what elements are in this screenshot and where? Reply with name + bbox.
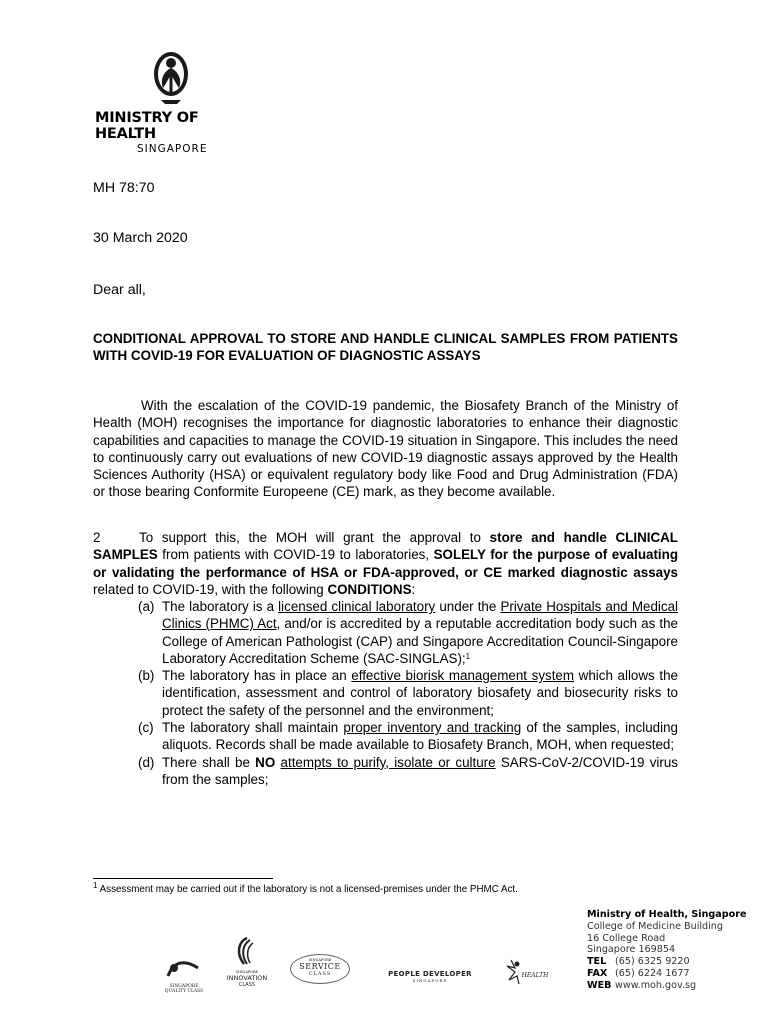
health-award-badge: HEALTH	[502, 956, 548, 997]
letter-date: 30 March 2020	[93, 230, 188, 246]
condition-a: (a) The laboratory is a licensed clinical laboratory under the Private Hospitals and Medical Clinics (PHMC) Act, and/or is accredited by a reputable accreditation body such as the College of American Pathologist (CAP) and Singapore Accreditation Council-Singapore Laboratory Accreditation Scheme (SAC-SINGLAS);$^1$	[138, 599, 678, 666]
footnote: $^1$ Assessment may be carried out if the laboratory is not a licensed-premises under the PHMC Act.	[93, 881, 518, 895]
ministry-country: SINGAPORE	[137, 143, 208, 155]
footnote-divider	[93, 878, 273, 879]
letter-reference: MH 78:70	[93, 180, 155, 196]
footer-org: Ministry of Health, Singapore	[587, 909, 747, 920]
paragraph-2: 2 To support this, the MOH will grant the approval to store and handle CLINICAL SAMPLES from patients with COVID-19 to laboratories, SOLELY for the purpose of evaluating or validating the performance of HSA or FDA-approved, or CE marked diagnostic assays related to COVID-19, with the following CONDITIONS:	[93, 530, 678, 597]
footer-tel: TEL (65) 6325 9220	[587, 956, 690, 968]
condition-b: (b) The laboratory has in place an effective biorisk management system which allows the identification, assessment and control of laboratory biosafety and biosecurity risks to protect the safety of the personnel and the environment;	[138, 668, 678, 718]
quality-class-icon	[164, 958, 204, 980]
letter-salutation: Dear all,	[93, 282, 146, 298]
footer-fax: FAX (65) 6224 1677	[587, 967, 690, 979]
innovation-class-icon	[232, 936, 262, 966]
paragraph-1: With the escalation of the COVID-19 pandemic, the Biosafety Branch of the Ministry of Health (MOH) recognises the importance for diagnostic laboratories to enhance their diagnostic capabilities and capacities to manage the COVID-19 situation in Singapore. This includes the need to continuously carry out evaluations of new COVID-19 diagnostic assays approved by the Health Sciences Authority (HSA) or equivalent regulatory body like Food and Drug Administration (FDA) or those bearing Conformite Europeene (CE) mark, as they become available.	[93, 398, 678, 500]
people-developer-badge: PEOPLE DEVELOPER SINGAPORE	[388, 970, 472, 983]
footer-web: WEB www.moh.gov.sg	[587, 979, 697, 991]
conditions-list	[138, 598, 678, 788]
quality-class-badge: SINGAPORE QUALITY CLASS	[160, 958, 208, 994]
condition-d: (d) There shall be NO attempts to purify, isolate or culture SARS-CoV-2/COVID-19 virus from the samples;	[138, 754, 678, 787]
service-class-badge: SINGAPORE SERVICE CLASS	[290, 954, 350, 984]
innovation-class-badge: SINGAPORE INNOVATION CLASS	[220, 936, 274, 988]
health-award-icon	[503, 956, 547, 986]
letter-subject: CONDITIONAL APPROVAL TO STORE AND HANDLE CLINICAL SAMPLES FROM PATIENTS WITH COVID-19 FOR EVALUATION OF DIAGNOSTIC ASSAYS	[93, 331, 678, 363]
moh-letterhead	[95, 50, 255, 155]
footer-address: Ministry of Health, Singapore College of Medicine Building 16 College Road Singapore 169854 TEL (65) 6325 9220 FAX (65) 6224 1677 WEB www.moh.gov.sg	[587, 909, 747, 991]
paragraph-number: 2	[93, 530, 101, 545]
footnote-ref: 1	[465, 651, 471, 661]
moh-crest-icon	[151, 50, 191, 106]
condition-c: (c) The laboratory shall maintain proper inventory and tracking of the samples, including aliquots. Records shall be made available to Biosafety Branch, MOH, when requested;	[138, 720, 679, 753]
ministry-name: MINISTRY OF HEALTH	[95, 110, 199, 142]
